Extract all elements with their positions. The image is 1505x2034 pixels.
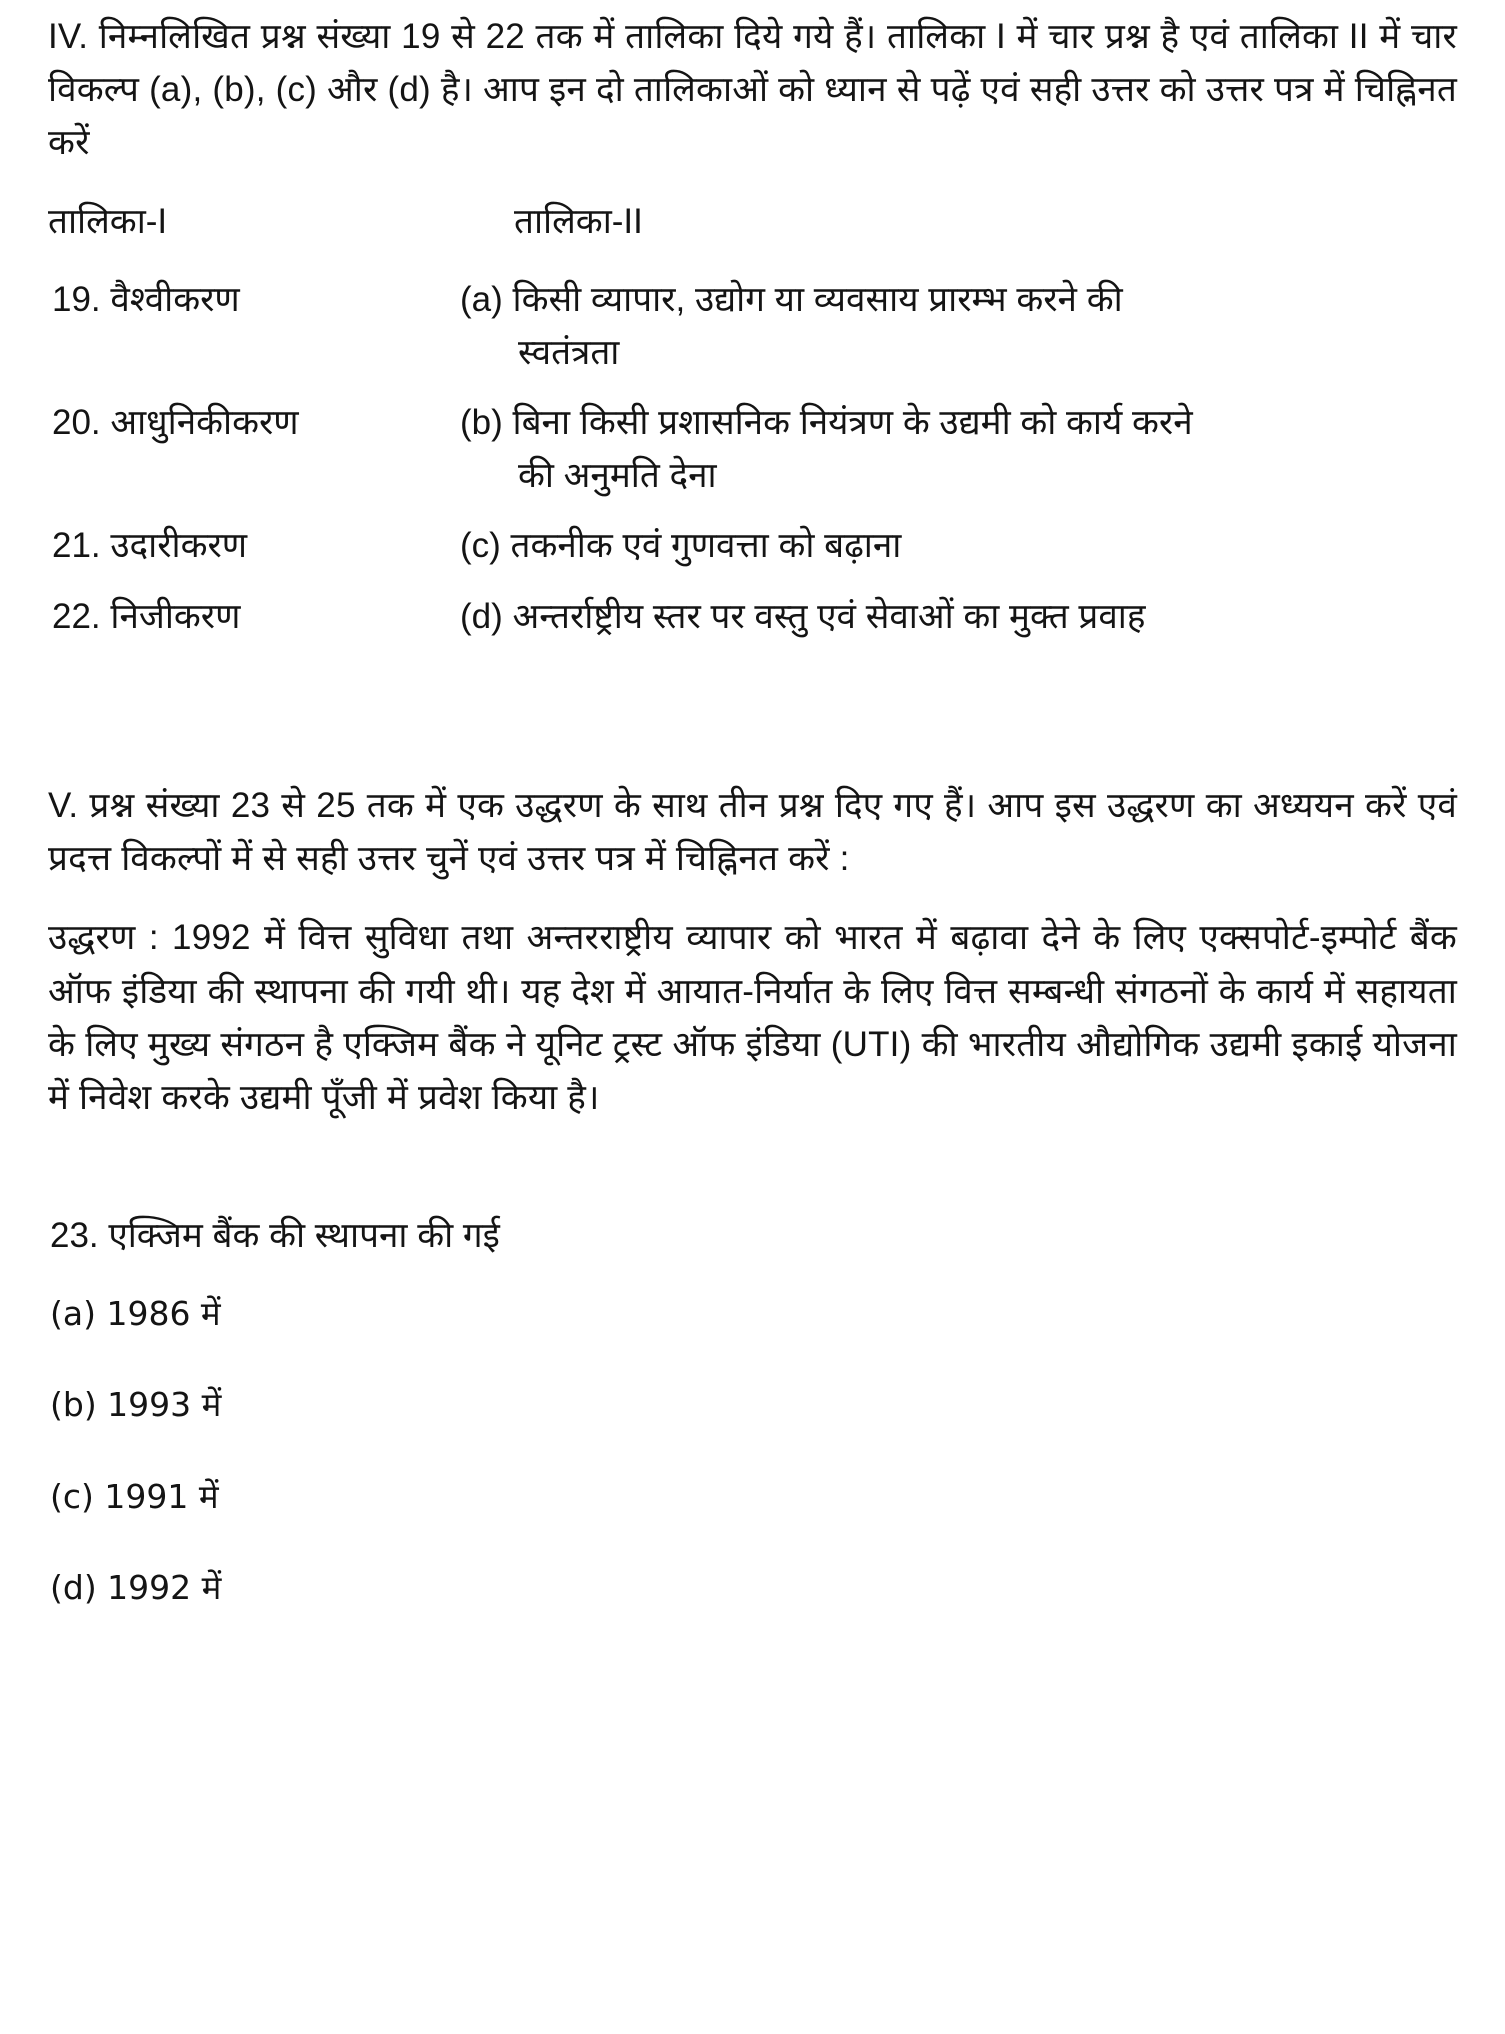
match-row xyxy=(48,591,1457,644)
match-item-left: 19. वैश्वीकरण xyxy=(52,280,240,320)
match-item-left: 22. निजीकरण xyxy=(52,596,241,636)
table-heading-1: तालिका-I xyxy=(48,201,168,241)
match-option-text: (d) अन्तर्राष्ट्रीय स्तर पर वस्तु एवं सेवाओं का मुक्त प्रवाह xyxy=(460,596,1146,636)
match-row xyxy=(48,520,1457,573)
match-item-right xyxy=(460,591,1457,644)
section-iv-instruction: IV. निम्नलिखित प्रश्न संख्या 19 से 22 तक में तालिका दिये गये हैं। तालिका I में चार प्रश्न है एवं तालिका II में चार विकल्प (a), (b), (c) और (d) है। आप इन दो तालिकाओं को ध्यान से पढ़ें एवं सही उत्तर को उत्तर पत्र में चिह्निनत करें xyxy=(48,17,1457,163)
match-item-right xyxy=(460,274,1457,379)
spacer xyxy=(48,248,1457,274)
table-headings-row xyxy=(48,196,1457,249)
question-23-options xyxy=(48,1289,1457,1613)
question-23-stem: 23. एक्जिम बैंक की स्थापना की गई xyxy=(50,1216,500,1256)
option-d[interactable]: (d) 1992 में xyxy=(50,1568,222,1608)
table-heading-2: तालिका-II xyxy=(514,201,643,241)
match-option-text: (a) किसी व्यापार, उद्योग या व्यवसाय प्रारम्भ करने की xyxy=(460,280,1123,320)
match-row xyxy=(48,274,1457,379)
match-option-continuation: की अनुमति देना xyxy=(518,455,717,495)
spacer xyxy=(48,170,1457,196)
spacer xyxy=(48,1263,1457,1289)
option-c[interactable]: (c) 1991 में xyxy=(50,1476,219,1516)
option-a[interactable]: (a) 1986 में xyxy=(50,1293,221,1333)
spacer xyxy=(48,1124,1457,1210)
spacer xyxy=(48,885,1457,911)
match-option-text: (c) तकनीक एवं गुणवत्ता को बढ़ाना xyxy=(460,526,902,566)
match-option-continuation: स्वतंत्रता xyxy=(518,332,620,372)
match-item-left: 21. उदारीकरण xyxy=(52,526,248,566)
match-item-right xyxy=(460,397,1457,502)
spacer xyxy=(48,661,1457,779)
passage-text: उद्धरण : 1992 में वित्त सुविधा तथा अन्तरराष्ट्रीय व्यापार को भारत में बढ़ावा देने के लिए एक्सपोर्ट-इम्पोर्ट बैंक ऑफ इंडिया की स्थापना की गयी थी। यह देश में आयात-निर्यात के लिए वित्त सम्बन्धी संगठनों के कार्य में सहायता के लिए मुख्य संगठन है एक्जिम बैंक ने यूनिट ट्रस्ट ऑफ इंडिया (UTI) की भारतीय औद्योगिक उद्यमी इकाई योजना में निवेश करके उद्यमी पूँजी में प्रवेश किया है। xyxy=(48,918,1457,1117)
section-v-instruction: V. प्रश्न संख्या 23 से 25 तक में एक उद्धरण के साथ तीन प्रश्न दिए गए हैं। आप इस उद्धरण का अध्ययन करें एवं प्रदत्त विकल्पों में से सही उत्तर चुनें एवं उत्तर पत्र में चिह्निनत करें : xyxy=(48,786,1457,879)
match-item-left: 20. आधुनिकीकरण xyxy=(52,403,299,443)
match-option-text: (b) बिना किसी प्रशासनिक नियंत्रण के उद्यमी को कार्य करने xyxy=(460,403,1193,443)
match-item-right xyxy=(460,520,1457,573)
option-b[interactable]: (b) 1993 में xyxy=(50,1385,222,1425)
match-row xyxy=(48,397,1457,502)
